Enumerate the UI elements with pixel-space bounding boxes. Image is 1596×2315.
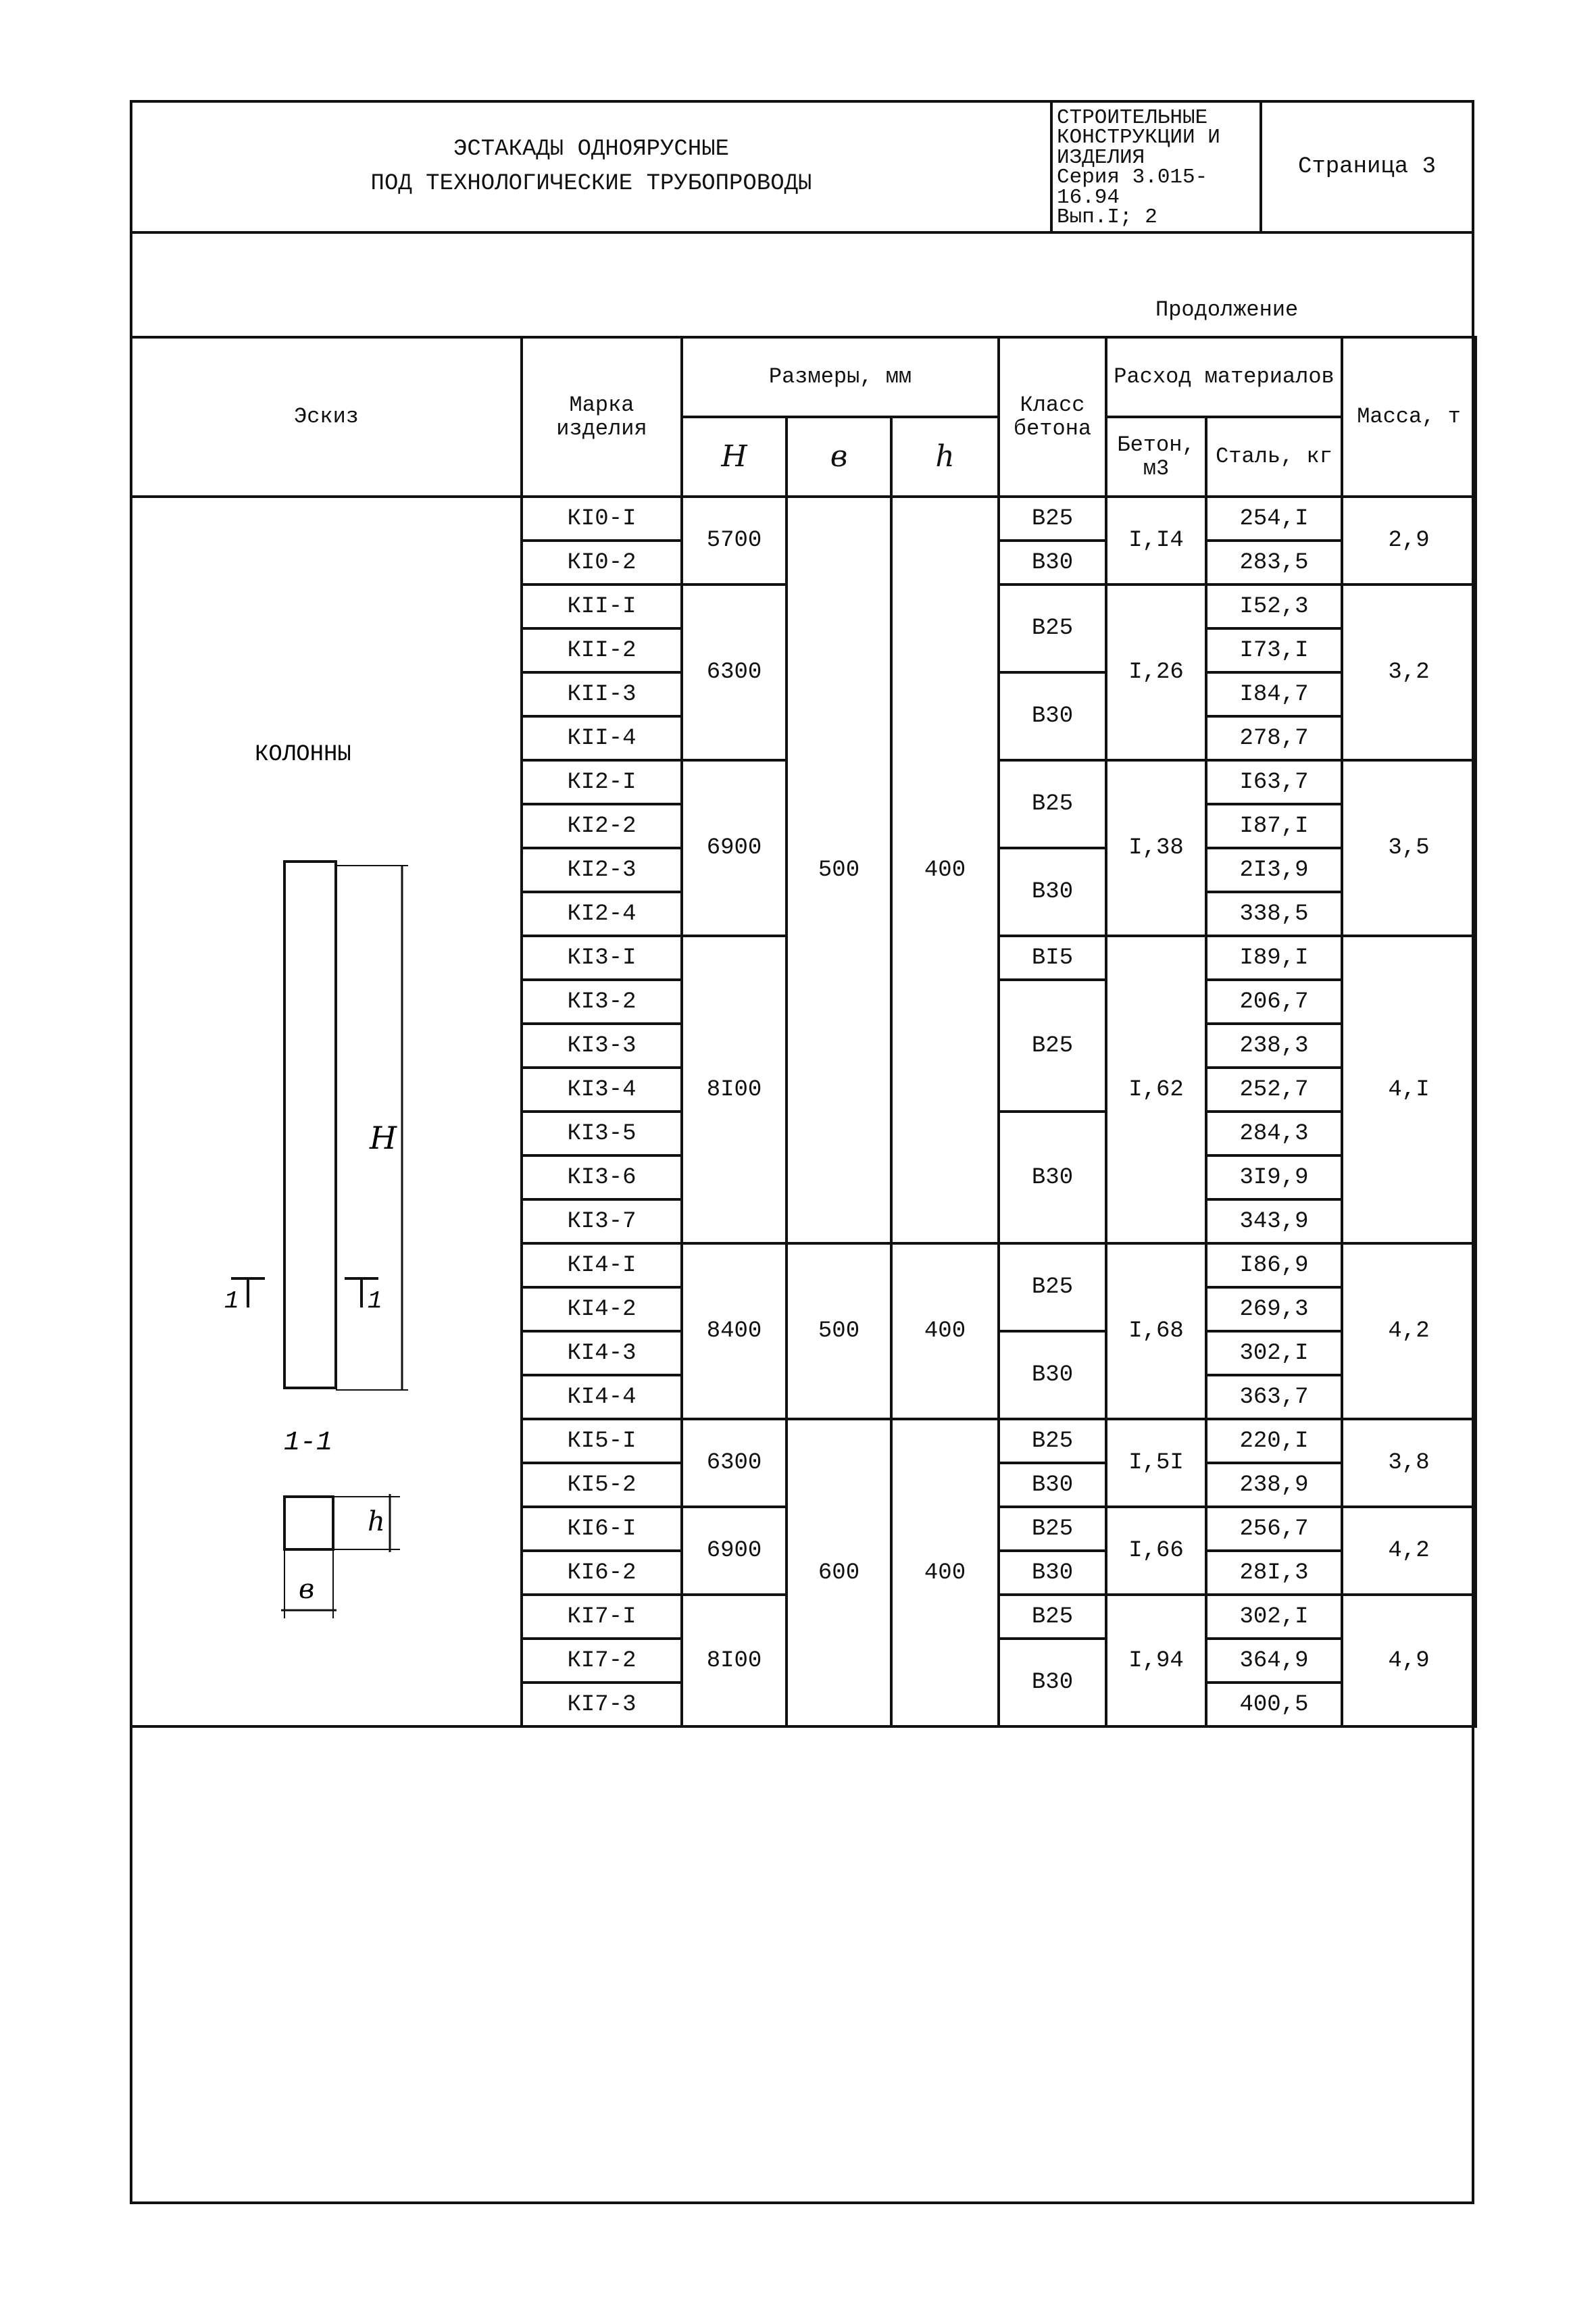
concrete-cell: I,5I — [1106, 1419, 1206, 1507]
dim-H-label: H — [370, 1120, 397, 1156]
H-cell: 6300 — [682, 1419, 787, 1507]
steel-cell: 254,I — [1206, 497, 1342, 541]
cls-cell: B30 — [999, 1112, 1106, 1243]
steel-cell: 2I3,9 — [1206, 848, 1342, 892]
steel-cell: I73,I — [1206, 628, 1342, 672]
mass-cell: 3,8 — [1342, 1419, 1476, 1507]
steel-cell: 206,7 — [1206, 980, 1342, 1024]
steel-cell: 302,I — [1206, 1331, 1342, 1375]
title-line-1: ЭСТАКАДЫ ОДНОЯРУСНЫЕ — [453, 136, 730, 162]
H-cell: 5700 — [682, 497, 787, 584]
mark-cell: КII-I — [522, 584, 682, 628]
h-cell: 400 — [891, 1419, 999, 1726]
B-cell: 500 — [787, 497, 891, 1243]
column-elevation — [284, 862, 336, 1388]
cls-cell: B30 — [999, 1551, 1106, 1595]
document-title — [130, 100, 1053, 234]
header-mark: Марка изделия — [522, 337, 682, 497]
header-mass: Масса, т — [1342, 337, 1476, 497]
mass-cell: 4,I — [1342, 936, 1476, 1243]
header-concrete: Бетон, м3 — [1106, 417, 1206, 497]
series-line: Серия 3.015-16.94 — [1057, 166, 1208, 209]
series-info — [1050, 100, 1262, 234]
H-cell: 8I00 — [682, 936, 787, 1243]
cls-cell: B30 — [999, 672, 1106, 760]
section-number-right: 1 — [368, 1287, 382, 1315]
cls-cell: B25 — [999, 760, 1106, 848]
cls-cell: B25 — [999, 584, 1106, 672]
steel-cell: 3I9,9 — [1206, 1155, 1342, 1199]
header-dim-h: h — [891, 417, 999, 497]
steel-cell: 252,7 — [1206, 1068, 1342, 1112]
dim-h-label: h — [368, 1506, 385, 1537]
steel-cell: I52,3 — [1206, 584, 1342, 628]
concrete-cell: I,68 — [1106, 1243, 1206, 1419]
steel-cell: I87,I — [1206, 804, 1342, 848]
header-dimensions: Размеры, мм — [682, 337, 999, 417]
cls-cell: B30 — [999, 1463, 1106, 1507]
dim-b-label: в — [299, 1574, 315, 1605]
cls-cell: B25 — [999, 1419, 1106, 1463]
page-label: Страница 3 — [1297, 154, 1437, 180]
mark-cell: КI7-2 — [522, 1639, 682, 1683]
steel-cell: 28I,3 — [1206, 1551, 1342, 1595]
mark-cell: КI2-2 — [522, 804, 682, 848]
header-concrete-class: Класс бетона — [999, 337, 1106, 497]
series-line: Вып.I; 2 — [1057, 205, 1157, 230]
continuation-label: Продолжение — [1155, 297, 1299, 322]
header-dim-B: в — [787, 417, 891, 497]
mark-cell: КI2-4 — [522, 892, 682, 936]
cls-cell: B25 — [999, 1243, 1106, 1331]
steel-cell: 338,5 — [1206, 892, 1342, 936]
mark-cell: КI0-2 — [522, 541, 682, 584]
concrete-cell: I,66 — [1106, 1507, 1206, 1595]
mass-cell: 4,9 — [1342, 1595, 1476, 1726]
mark-cell: КI7-3 — [522, 1683, 682, 1726]
mark-cell: КI3-4 — [522, 1068, 682, 1112]
steel-cell: 220,I — [1206, 1419, 1342, 1463]
cls-cell: B30 — [999, 1331, 1106, 1419]
mark-cell: КII-2 — [522, 628, 682, 672]
mark-cell: КI6-I — [522, 1507, 682, 1551]
H-cell: 8400 — [682, 1243, 787, 1419]
mark-cell: КI3-7 — [522, 1199, 682, 1243]
steel-cell: I89,I — [1206, 936, 1342, 980]
mark-cell: КII-4 — [522, 716, 682, 760]
H-cell: 6900 — [682, 760, 787, 936]
concrete-cell: I,I4 — [1106, 497, 1206, 584]
steel-cell: 238,3 — [1206, 1024, 1342, 1068]
concrete-cell: I,94 — [1106, 1595, 1206, 1726]
mark-cell: КI5-I — [522, 1419, 682, 1463]
mass-cell: 2,9 — [1342, 497, 1476, 584]
mark-cell: КI7-I — [522, 1595, 682, 1639]
column-sketch — [130, 497, 520, 1747]
mark-cell: КI5-2 — [522, 1463, 682, 1507]
header-sketch: Эскиз — [131, 337, 522, 497]
mass-cell: 4,2 — [1342, 1507, 1476, 1595]
steel-cell: 400,5 — [1206, 1683, 1342, 1726]
h-cell: 400 — [891, 1243, 999, 1419]
steel-cell: 284,3 — [1206, 1112, 1342, 1155]
steel-cell: 256,7 — [1206, 1507, 1342, 1551]
B-cell: 500 — [787, 1243, 891, 1419]
cls-cell: B25 — [999, 980, 1106, 1112]
series-line: КОНСТРУКЦИИ И — [1057, 126, 1220, 150]
cls-cell: B30 — [999, 848, 1106, 936]
H-cell: 8I00 — [682, 1595, 787, 1726]
concrete-cell: I,26 — [1106, 584, 1206, 760]
mark-cell: КI4-4 — [522, 1375, 682, 1419]
H-cell: 6300 — [682, 584, 787, 760]
mark-cell: КI3-3 — [522, 1024, 682, 1068]
cls-cell: B25 — [999, 497, 1106, 541]
steel-cell: 363,7 — [1206, 1375, 1342, 1419]
steel-cell: 302,I — [1206, 1595, 1342, 1639]
mark-cell: КI4-3 — [522, 1331, 682, 1375]
concrete-cell: I,62 — [1106, 936, 1206, 1243]
mass-cell: 4,2 — [1342, 1243, 1476, 1419]
header-steel: Сталь, кг — [1206, 417, 1342, 497]
mark-cell: КI4-I — [522, 1243, 682, 1287]
cls-cell: B30 — [999, 541, 1106, 584]
section-number-left: 1 — [224, 1287, 239, 1315]
cls-cell: BI5 — [999, 936, 1106, 980]
title-line-2: ПОД ТЕХНОЛОГИЧЕСКИЕ ТРУБОПРОВОДЫ — [370, 171, 812, 197]
page-number — [1260, 100, 1474, 234]
steel-cell: I86,9 — [1206, 1243, 1342, 1287]
steel-cell: 343,9 — [1206, 1199, 1342, 1243]
mark-cell: КI4-2 — [522, 1287, 682, 1331]
mark-cell: КII-3 — [522, 672, 682, 716]
cls-cell: B25 — [999, 1595, 1106, 1639]
series-line: ИЗДЕЛИЯ — [1057, 145, 1145, 170]
header-materials: Расход материалов — [1106, 337, 1342, 417]
mark-cell: КI2-3 — [522, 848, 682, 892]
column-section — [284, 1497, 333, 1549]
mark-cell: КI2-I — [522, 760, 682, 804]
series-line: СТРОИТЕЛЬНЫЕ — [1057, 106, 1208, 130]
steel-cell: I63,7 — [1206, 760, 1342, 804]
mark-cell: КI3-6 — [522, 1155, 682, 1199]
cls-cell: B25 — [999, 1507, 1106, 1551]
steel-cell: 278,7 — [1206, 716, 1342, 760]
mark-cell: КI3-I — [522, 936, 682, 980]
mark-cell: КI0-I — [522, 497, 682, 541]
mark-cell: КI6-2 — [522, 1551, 682, 1595]
steel-cell: 269,3 — [1206, 1287, 1342, 1331]
mass-cell: 3,2 — [1342, 584, 1476, 760]
concrete-cell: I,38 — [1106, 760, 1206, 936]
steel-cell: 238,9 — [1206, 1463, 1342, 1507]
steel-cell: I84,7 — [1206, 672, 1342, 716]
steel-cell: 364,9 — [1206, 1639, 1342, 1683]
H-cell: 6900 — [682, 1507, 787, 1595]
mark-cell: КI3-5 — [522, 1112, 682, 1155]
steel-cell: 283,5 — [1206, 541, 1342, 584]
sketch-label: КОЛОННЫ — [255, 742, 351, 768]
mark-cell: КI3-2 — [522, 980, 682, 1024]
mass-cell: 3,5 — [1342, 760, 1476, 936]
h-cell: 400 — [891, 497, 999, 1243]
cls-cell: B30 — [999, 1639, 1106, 1726]
B-cell: 600 — [787, 1419, 891, 1726]
section-title: 1-1 — [284, 1428, 333, 1458]
header-dim-H: H — [682, 417, 787, 497]
